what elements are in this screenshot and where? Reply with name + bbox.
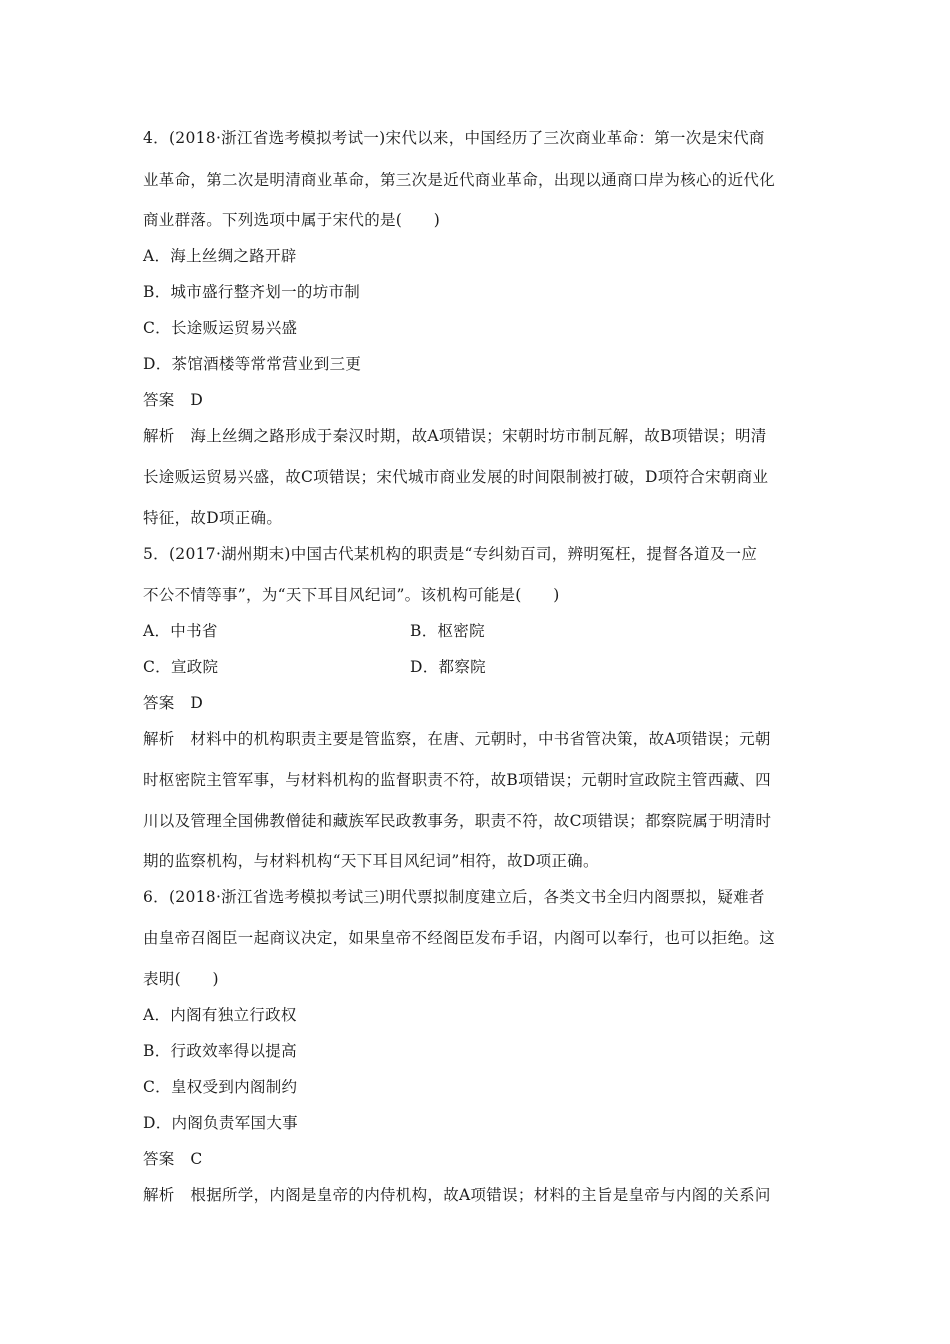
answer-line: 答案 D xyxy=(143,694,204,712)
option-a: A．内阁有独立行政权 xyxy=(143,1006,297,1024)
analysis-line: 期的监察机构，与材料机构“天下耳目风纪词”相符，故D项正确。 xyxy=(143,852,599,870)
analysis-line: 解析 材料中的机构职责主要是管监察，在唐、元朝时，中书省管决策，故A项错误；元朝 xyxy=(143,730,771,748)
analysis-line: 川以及管理全国佛教僧徒和藏族军民政教事务，职责不符，故C项错误；都察院属于明清时 xyxy=(143,812,772,830)
option-d: D．都察院 xyxy=(410,658,486,676)
question-stem-line: 不公不情等事”，为“天下耳目风纪词”。该机构可能是( ) xyxy=(143,586,560,604)
question-stem-line: 商业群落。下列选项中属于宋代的是( ) xyxy=(143,211,441,229)
option-c: C．宣政院 xyxy=(143,658,219,676)
question-stem-line: 6．(2018·浙江省选考模拟考试三)明代票拟制度建立后，各类文书全归内阁票拟，疑难者 xyxy=(143,888,765,906)
option-b: B．枢密院 xyxy=(410,622,485,640)
option-c: C．皇权受到内阁制约 xyxy=(143,1078,298,1096)
analysis-line: 时枢密院主管军事，与材料机构的监督职责不符，故B项错误；元朝时宣政院主管西藏、四 xyxy=(143,771,771,789)
question-stem-line: 业革命，第二次是明清商业革命，第三次是近代商业革命，出现以通商口岸为核心的近代化 xyxy=(143,171,776,189)
option-a: A．海上丝绸之路开辟 xyxy=(143,247,297,265)
question-stem-line: 由皇帝召阁臣一起商议决定，如果皇帝不经阁臣发布手诏，内阁可以奉行，也可以拒绝。这 xyxy=(143,929,776,947)
option-c: C．长途贩运贸易兴盛 xyxy=(143,319,298,337)
analysis-line: 解析 海上丝绸之路形成于秦汉时期，故A项错误；宋朝时坊市制瓦解，故B项错误；明清 xyxy=(143,427,767,445)
option-a: A．中书省 xyxy=(143,622,218,640)
question-stem-line: 5．(2017·湖州期末)中国古代某机构的职责是“专纠劾百司，辨明冤枉，提督各道及一应 xyxy=(143,545,758,563)
option-d: D．内阁负责军国大事 xyxy=(143,1114,298,1132)
analysis-line: 长途贩运贸易兴盛，故C项错误；宋代城市商业发展的时间限制被打破，D项符合宋朝商业 xyxy=(143,468,769,486)
answer-line: 答案 C xyxy=(143,1150,203,1168)
analysis-line: 特征，故D项正确。 xyxy=(143,509,283,527)
option-d: D．茶馆酒楼等常常营业到三更 xyxy=(143,355,362,373)
analysis-line: 解析 根据所学，内阁是皇帝的内侍机构，故A项错误；材料的主旨是皇帝与内阁的关系问 xyxy=(143,1186,771,1204)
option-b: B．城市盛行整齐划一的坊市制 xyxy=(143,283,361,301)
answer-line: 答案 D xyxy=(143,391,204,409)
option-b: B．行政效率得以提高 xyxy=(143,1042,297,1060)
question-stem-line: 4．(2018·浙江省选考模拟考试一)宋代以来，中国经历了三次商业革命：第一次是宋代商 xyxy=(143,129,765,147)
question-stem-line: 表明( ) xyxy=(143,970,219,988)
